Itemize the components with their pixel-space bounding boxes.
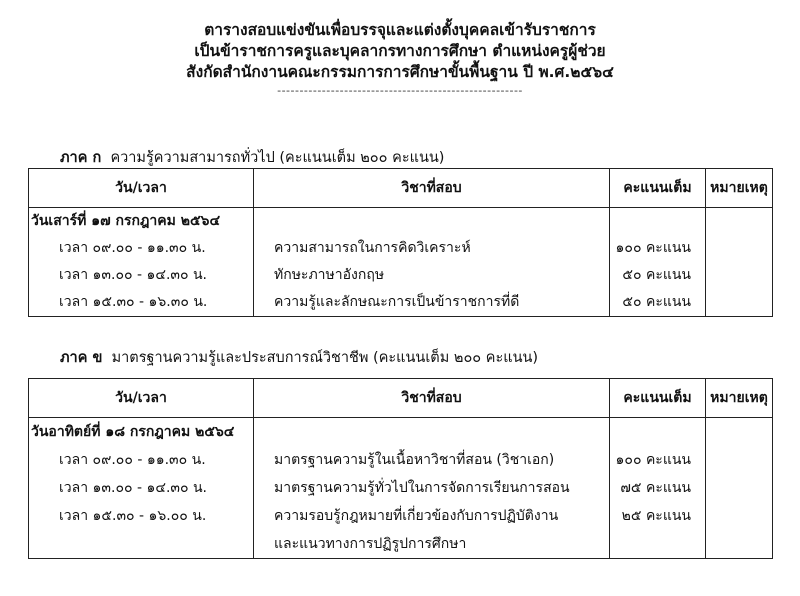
- exam-score: ๕๐ คะแนน: [622, 267, 691, 283]
- exam-subject: ความสามารถในการคิดวิเคราะห์: [274, 240, 471, 256]
- section-b-table: [28, 378, 773, 559]
- column-header-full-score: คะแนนเต็ม: [610, 169, 706, 208]
- column-header-remarks: หมายเหตุ: [706, 379, 773, 418]
- section-a-label: ภาค ก: [60, 150, 102, 166]
- subject-cell: [254, 208, 610, 317]
- section-a-table: [28, 168, 773, 317]
- section-a-heading: [60, 146, 444, 169]
- table-header-row: [29, 169, 773, 208]
- exam-score: ๗๕ คะแนน: [620, 480, 691, 496]
- date-time-cell: [29, 208, 254, 317]
- score-cell: [610, 418, 706, 559]
- exam-subject: มาตรฐานความรู้ทั่วไปในการจัดการเรียนการสอน: [274, 480, 570, 496]
- exam-day: วันอาทิตย์ที่ ๑๘ กรกฎาคม ๒๕๖๔: [31, 424, 235, 440]
- exam-score: ๒๕ คะแนน: [621, 508, 691, 524]
- section-a-title: ความรู้ความสามารถทั่วไป (คะแนนเต็ม ๒๐๐ คะแนน): [110, 150, 445, 166]
- section-b-label: ภาค ข: [60, 350, 103, 366]
- column-header-remarks: หมายเหตุ: [706, 169, 773, 208]
- exam-score: ๑๐๐ คะแนน: [615, 452, 691, 468]
- column-header-date-time: วัน/เวลา: [29, 379, 254, 418]
- column-header-subject: วิชาที่สอบ: [254, 379, 610, 418]
- score-cell: [610, 208, 706, 317]
- header-divider: -------------------------------------------------------: [277, 84, 523, 97]
- exam-time: เวลา ๑๕.๓๐ - ๑๖.๓๐ น.: [59, 294, 208, 310]
- section-b-title: มาตรฐานความรู้และประสบการณ์วิชาชีพ (คะแนนเต็ม ๒๐๐ คะแนน): [111, 350, 539, 366]
- exam-time: เวลา ๑๕.๓๐ - ๑๖.๐๐ น.: [59, 508, 207, 524]
- column-header-subject: วิชาที่สอบ: [254, 169, 610, 208]
- table-header-row: [29, 379, 773, 418]
- remarks-cell: [706, 208, 773, 317]
- date-time-cell: [29, 418, 254, 559]
- exam-score: ๕๐ คะแนน: [622, 294, 691, 310]
- exam-day: วันเสาร์ที่ ๑๗ กรกฎาคม ๒๕๖๔: [31, 213, 221, 229]
- exam-time: เวลา ๐๙.๐๐ - ๑๑.๓๐ น.: [59, 240, 206, 256]
- column-header-full-score: คะแนนเต็ม: [610, 379, 706, 418]
- header-title-line-3: สังกัดสำนักงานคณะกรรมการการศึกษาขั้นพื้นฐาน ปี พ.ศ.๒๕๖๔: [186, 63, 614, 81]
- exam-subject: ความรู้และลักษณะการเป็นข้าราชการที่ดี: [274, 294, 520, 310]
- exam-subject: มาตรฐานความรู้ในเนื้อหาวิชาที่สอน (วิชาเอก): [274, 452, 555, 468]
- exam-score: ๑๐๐ คะแนน: [615, 240, 691, 256]
- exam-subject: ทักษะภาษาอังกฤษ: [274, 267, 385, 283]
- exam-time: เวลา ๑๓.๐๐ - ๑๔.๓๐ น.: [59, 267, 208, 283]
- subject-cell: [254, 418, 610, 559]
- document-header: [0, 20, 800, 97]
- header-title-line-2: เป็นข้าราชการครูและบุคลากรทางการศึกษา ตำแหน่งครูผู้ช่วย: [194, 42, 606, 60]
- exam-subject: ความรอบรู้กฎหมายที่เกี่ยวข้องกับการปฏิบัติงาน: [274, 508, 559, 524]
- remarks-cell: [706, 418, 773, 559]
- column-header-date-time: วัน/เวลา: [29, 169, 254, 208]
- exam-time: เวลา ๑๓.๐๐ - ๑๔.๓๐ น.: [59, 480, 208, 496]
- exam-time: เวลา ๐๙.๐๐ - ๑๑.๓๐ น.: [59, 452, 206, 468]
- table-row: [29, 418, 773, 559]
- section-b-heading: [60, 346, 538, 369]
- table-row: [29, 208, 773, 317]
- exam-subject-continuation: และแนวทางการปฏิรูปการศึกษา: [274, 536, 467, 552]
- header-title-line-1: ตารางสอบแข่งขันเพื่อบรรจุและแต่งตั้งบุคคลเข้ารับราชการ: [204, 21, 596, 39]
